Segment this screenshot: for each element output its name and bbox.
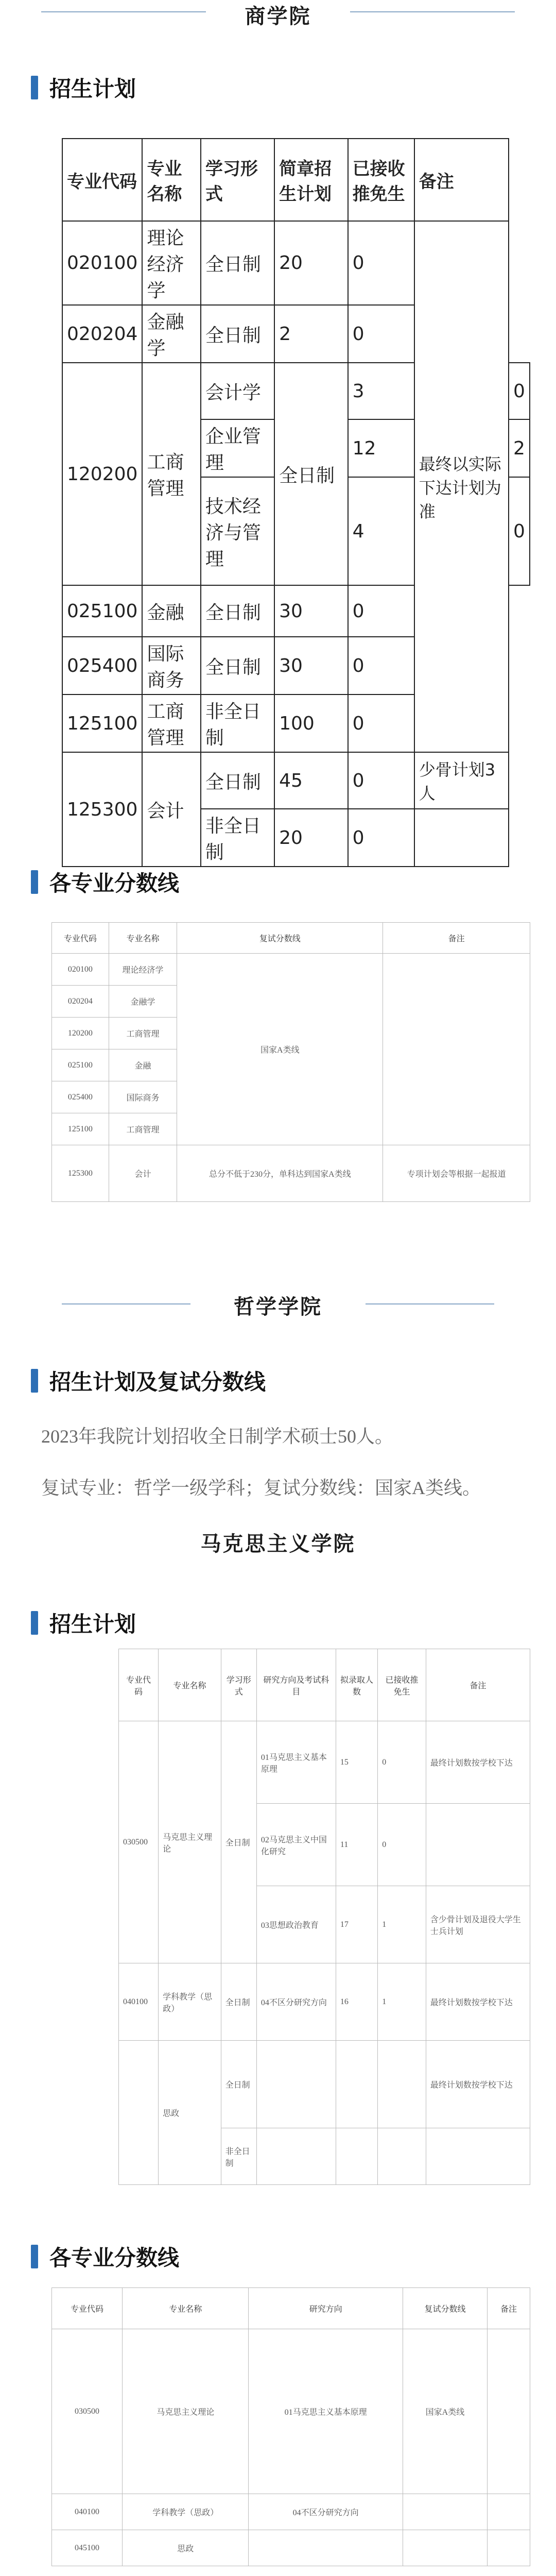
table-row: 025100 金融 <box>52 1049 530 1081</box>
table-row: 03思想政治教育 17 1 含少骨计划及退役大学生士兵计划 <box>119 1886 530 1963</box>
table-row: 125100 工商管理 <box>52 1113 530 1145</box>
heading-enroll-retest: 招生计划及复试分数线 <box>31 1365 266 1396</box>
table-row: 思政 全日制 最终计划数按学校下达 <box>119 2041 530 2128</box>
table-header: 已接收推免生 <box>348 139 414 221</box>
table-row: 025100 金融 全日制 30 0 <box>62 585 530 637</box>
table-row: 030500 马克思主义理论 全日制 01马克思主义基本原理 15 0 最终计划数按学校下达 <box>119 1721 530 1804</box>
table-header: 学习形式 <box>201 139 274 221</box>
table-row: 020204 金融学 <box>52 986 530 1018</box>
table-row: 125100 工商管理 非全日制 100 0 <box>62 694 530 752</box>
heading-score-lines: 各专业分数线 <box>31 2241 179 2272</box>
heading-bar-icon <box>31 2245 38 2268</box>
table-header: 备注 <box>414 139 509 221</box>
table-header: 简章招生计划 <box>274 139 348 221</box>
table-row: 030500 马克思主义理论 01马克思主义基本原理 国家A类线 <box>52 2329 530 2494</box>
heading-enroll-plan: 招生计划 <box>31 72 136 103</box>
table-row: 045100 思政 <box>52 2530 530 2566</box>
table-header: 专业代码 <box>62 139 142 221</box>
table-row: 非全日制 <box>119 2128 530 2185</box>
table-row: 040100 学科教学（思政） 全日制 04不区分研究方向 16 1 最终计划数按学校下达 <box>119 1963 530 2041</box>
section-title-marxism: 马克思主义学院 <box>200 1532 356 1556</box>
table-row: 技术经济与管理 4 0 <box>62 477 530 585</box>
section-title-philosophy: 哲学学院 <box>234 1295 322 1319</box>
table-row: 企业管理 12 2 <box>62 419 530 477</box>
note-cell: 最终以实际下达计划为准 <box>414 221 509 752</box>
business-plan-table <box>62 138 530 867</box>
table-row: 125300 会计 总分不低于230分，单科达到国家A类线 专项计划会等根据一起报道 <box>52 1145 530 1202</box>
heading-bar-icon <box>31 76 38 99</box>
philosophy-plan-text: 2023年我院计划招收全日制学术硕士50人。 <box>41 1426 394 1447</box>
table-row: 040100 学科教学（思政） 04不区分研究方向 <box>52 2494 530 2530</box>
heading-enroll-plan: 招生计划 <box>31 1607 136 1638</box>
marxism-plan-table: 专业代码 专业名称 学习形式 研究方向及考试科目 拟录取人数 已接收推免生 备注 030500 马克思主义理论 全日制 01马克思主义基本原理 15 0 最终计划数按学校下达 02马克思主义中国化研究 11 0 03思想政治教育 17 1 含少骨计划及退役大学生士兵计划 040100 学科教学（思政） 全日制 04不区分研究方向 16 1 最终计划数按学校下达 思政 全日制 最终计划数按学校下达 非全日制 <box>118 1649 530 2185</box>
heading-bar-icon <box>31 1369 38 1393</box>
table-row: 02马克思主义中国化研究 11 0 <box>119 1804 530 1886</box>
table-row: 120200 工商管理 会计学 全日制 3 0 <box>62 363 530 419</box>
heading-bar-icon <box>31 870 38 894</box>
table-row: 025400 国际商务 <box>52 1081 530 1113</box>
philosophy-retest-text: 复试专业：哲学一级学科；复试分数线：国家A类线。 <box>41 1478 481 1498</box>
marxism-scores-table: 专业代码 专业名称 研究方向 复试分数线 备注 030500 马克思主义理论 01马克思主义基本原理 国家A类线 040100 学科教学（思政） 04不区分研究方向 045100 思政 <box>51 2287 530 2566</box>
section-title-business: 商学院 <box>245 5 311 28</box>
table-row: 020100 理论经济学 全日制 20 0 最终以实际下达计划为准 <box>62 221 530 305</box>
table-row: 非全日制 20 0 <box>62 809 530 867</box>
table-header: 专业名称 <box>142 139 200 221</box>
table-row: 025400 国际商务 全日制 30 0 <box>62 637 530 694</box>
table-row: 120200 工商管理 <box>52 1018 530 1049</box>
table-row: 125300 会计 全日制 45 0 少骨计划3人 <box>62 752 530 809</box>
table-row: 020204 金融学 全日制 2 0 <box>62 305 530 363</box>
business-scores-table: 专业代码 专业名称 复试分数线 备注 020100 理论经济学 国家A类线 020204 金融学 120200 工商管理 025100 金融 025400 国际商务 125100 工商管理 125300 会计 总分不低于230分，单科达到国家A类线 专项计划会等根据一起报道 <box>51 922 530 1202</box>
heading-score-lines: 各专业分数线 <box>31 867 179 897</box>
table-row: 020100 理论经济学 国家A类线 <box>52 954 530 986</box>
heading-bar-icon <box>31 1611 38 1635</box>
